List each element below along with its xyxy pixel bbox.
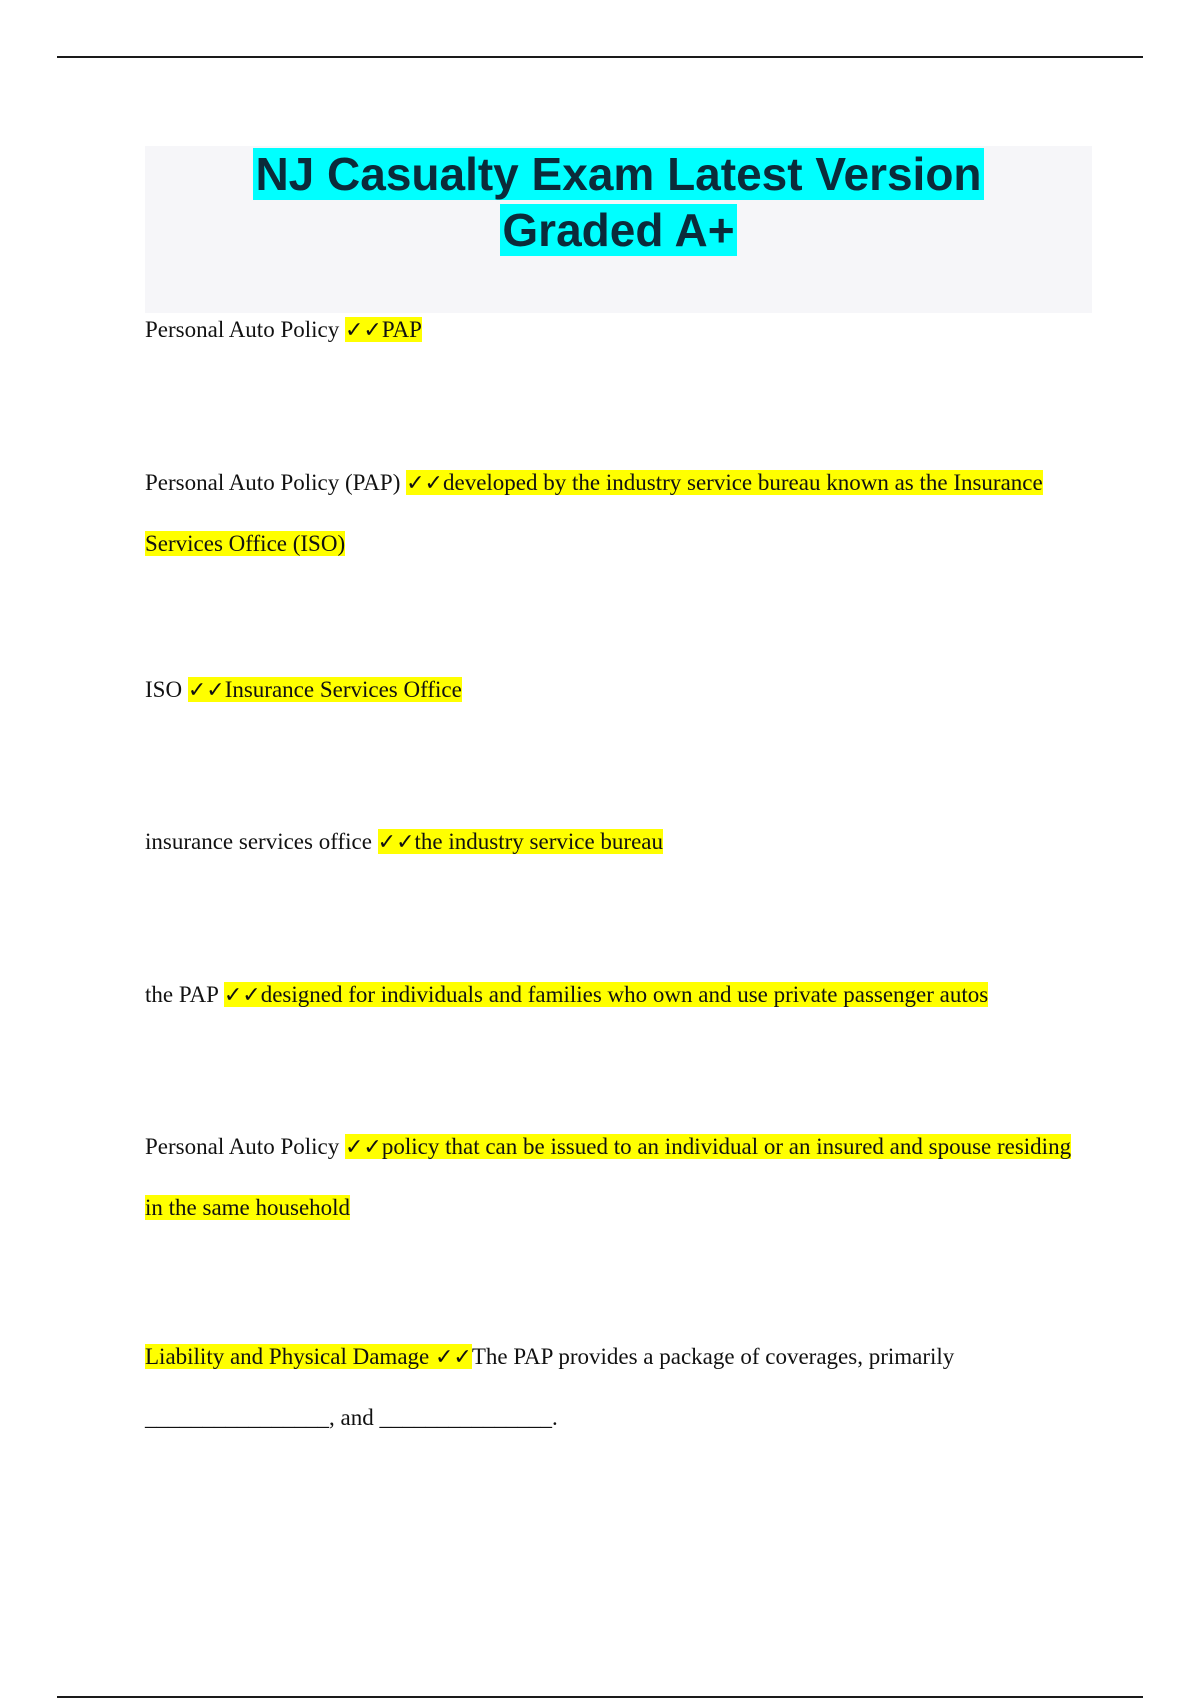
qa-item — [145, 965, 1075, 1026]
footer-rule — [57, 1696, 1143, 1698]
qa-item — [145, 453, 1075, 574]
title-line-1: NJ Casualty Exam Latest Version — [255, 148, 982, 200]
qa-answer: Liability and Physical Damage — [145, 1344, 435, 1369]
double-check-icon: ✓✓ — [406, 471, 443, 496]
qa-item — [145, 1117, 1075, 1238]
qa-answer: the industry service bureau — [414, 829, 663, 854]
qa-question: The PAP provides a package of coverages, primarily ________________, and _______________. — [145, 1344, 955, 1430]
qa-term: Personal Auto Policy — [145, 1134, 345, 1159]
qa-answer: PAP — [381, 317, 422, 342]
qa-term: Personal Auto Policy — [145, 317, 345, 342]
qa-term: insurance services office — [145, 829, 378, 854]
double-check-icon: ✓✓ — [223, 983, 261, 1008]
qa-item — [145, 1327, 1075, 1448]
qa-item — [145, 660, 1075, 721]
qa-answer: Insurance Services Office — [224, 677, 462, 702]
double-check-icon: ✓✓ — [344, 318, 382, 343]
double-check-icon: ✓✓ — [187, 678, 225, 703]
qa-item — [145, 812, 1075, 873]
qa-answer: designed for individuals and families who own and use private passenger autos — [260, 982, 989, 1007]
qa-term: the PAP — [145, 982, 224, 1007]
double-check-icon: ✓✓ — [434, 1345, 472, 1370]
title-line-2: Graded A+ — [502, 204, 735, 256]
qa-item — [145, 300, 1075, 361]
qa-term: ISO — [145, 677, 188, 702]
double-check-icon: ✓✓ — [344, 1135, 382, 1160]
title-block — [145, 146, 1092, 313]
qa-term: Personal Auto Policy (PAP) — [145, 470, 407, 495]
double-check-icon: ✓✓ — [377, 830, 415, 855]
header-rule — [57, 56, 1143, 58]
qa-answer: developed by the industry service bureau known as the Insurance Services Office (ISO) — [145, 470, 1043, 556]
document-title — [145, 146, 1092, 258]
qa-answer: policy that can be issued to an individual or an insured and spouse residing in the same household — [145, 1134, 1072, 1220]
